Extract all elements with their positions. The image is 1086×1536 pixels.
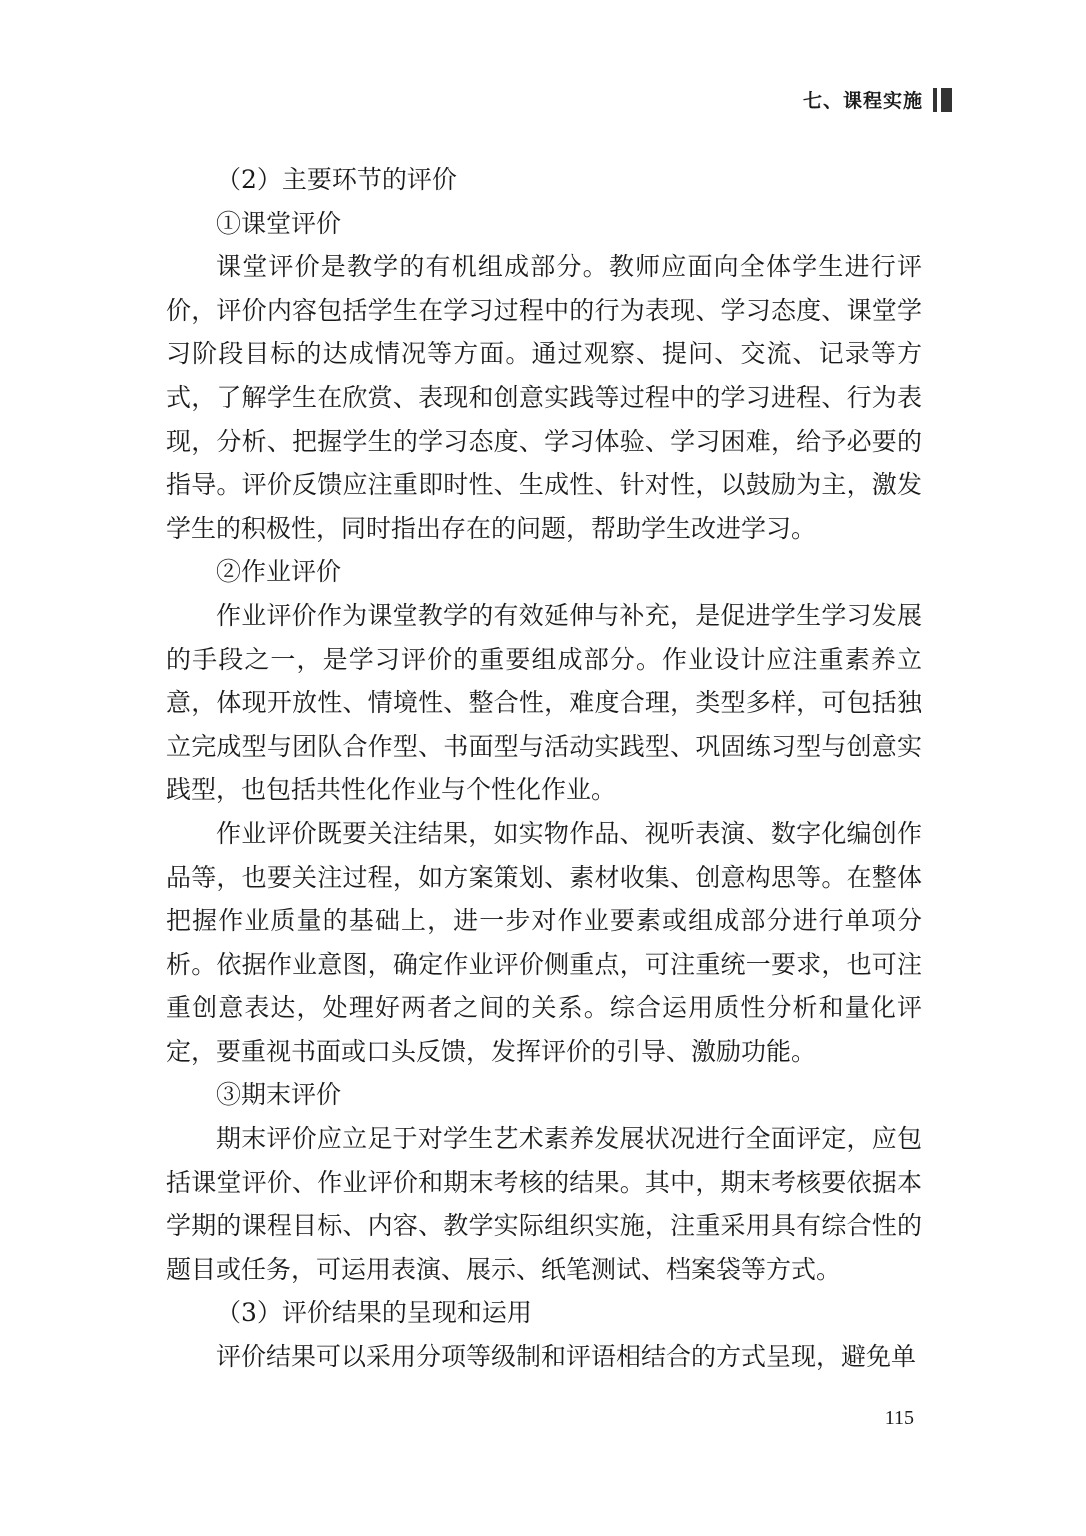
- paragraph-classroom-evaluation: 课堂评价是教学的有机组成部分。教师应面向全体学生进行评价，评价内容包括学生在学习过程中的行为表现、学习态度、课堂学习阶段目标的达成情况等方面。通过观察、提问、交流、记录等方式，了解学生在欣赏、表现和创意实践等过程中的学习进程、行为表现，分析、把握学生的学习态度、学习体验、学习困难，给予必要的指导。评价反馈应注重即时性、生成性、针对性，以鼓励为主，激发学生的积极性，同时指出存在的问题，帮助学生改进学习。: [166, 252, 922, 543]
- page-body: [166, 158, 922, 1379]
- header-bars-decoration: [933, 88, 952, 112]
- chapter-title: 七、课程实施: [802, 90, 923, 112]
- header-bar-thin: [933, 88, 937, 112]
- header-bar-thick: [941, 88, 952, 112]
- paragraph-homework-evaluation-1: 作业评价作为课堂教学的有效延伸与补充，是促进学生学习发展的手段之一，是学习评价的重要组成部分。作业设计应注重素养立意，体现开放性、情境性、整合性，难度合理，类型多样，可包括独立完成型与团队合作型、书面型与活动实践型、巩固练习型与创意实践型，也包括共性化作业与个性化作业。: [166, 600, 922, 805]
- running-header: [803, 86, 952, 113]
- paragraph-final-evaluation: 期末评价应立足于对学生艺术素养发展状况进行全面评定，应包括课堂评价、作业评价和期末考核的结果。其中，期末考核要依据本学期的课程目标、内容、教学实际组织实施，注重采用具有综合性的题目或任务，可运用表演、展示、纸笔测试、档案袋等方式。: [166, 1124, 922, 1284]
- sub-heading-classroom-evaluation: ①课堂评价: [216, 208, 342, 238]
- paragraph-homework-evaluation-2: 作业评价既要关注结果，如实物作品、视听表演、数字化编创作品等，也要关注过程，如方案策划、素材收集、创意构思等。在整体把握作业质量的基础上，进一步对作业要素或组成部分进行单项分析。依据作业意图，确定作业评价侧重点，可注重统一要求，也可注重创意表达，处理好两者之间的关系。综合运用质性分析和量化评定，要重视书面或口头反馈，发挥评价的引导、激励功能。: [166, 818, 922, 1066]
- section-heading-3: （3）评价结果的呈现和运用: [216, 1298, 532, 1328]
- section-heading-2: （2）主要环节的评价: [216, 165, 457, 194]
- paragraph-evaluation-results: 评价结果可以采用分项等级制和评语相结合的方式呈现，避免单: [216, 1342, 917, 1372]
- page-number: 115: [884, 1407, 914, 1429]
- sub-heading-homework-evaluation: ②作业评价: [216, 557, 342, 587]
- sub-heading-final-evaluation: ③期末评价: [216, 1080, 342, 1110]
